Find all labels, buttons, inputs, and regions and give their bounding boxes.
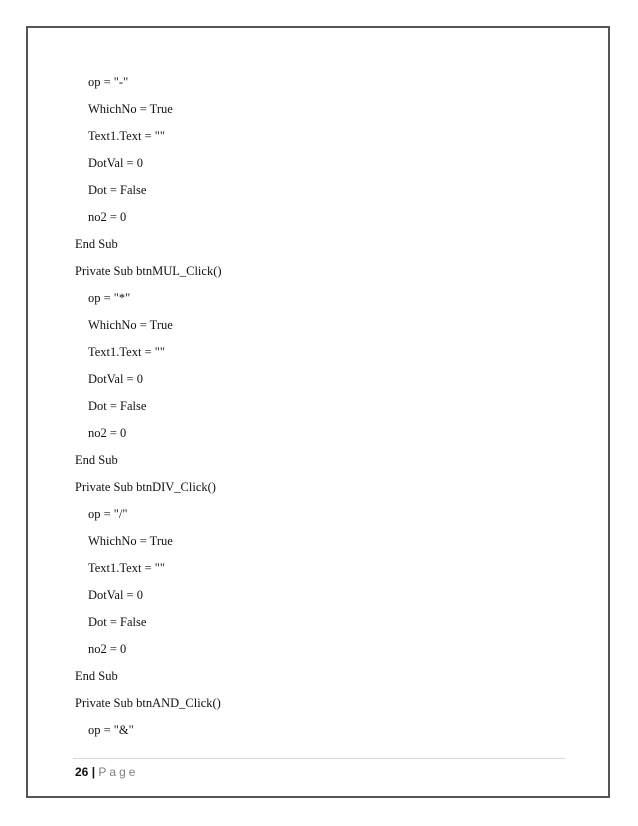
code-line: DotVal = 0 xyxy=(88,372,143,386)
page-label: Page xyxy=(98,765,139,779)
code-line: End Sub xyxy=(75,237,118,251)
code-line: no2 = 0 xyxy=(88,642,127,656)
page-footer xyxy=(75,765,138,779)
code-line: Private Sub btnAND_Click() xyxy=(75,696,221,710)
code-line: op = "-" xyxy=(88,75,129,89)
code-line: End Sub xyxy=(75,453,118,467)
footer-divider xyxy=(73,758,566,759)
code-line: Dot = False xyxy=(88,399,147,413)
code-line: no2 = 0 xyxy=(88,426,127,440)
code-line: DotVal = 0 xyxy=(88,156,143,170)
code-line: Dot = False xyxy=(88,615,147,629)
code-line: Private Sub btnDIV_Click() xyxy=(75,480,216,494)
code-line: Text1.Text = "" xyxy=(88,345,165,359)
code-line: End Sub xyxy=(75,669,118,683)
code-line: WhichNo = True xyxy=(88,318,173,332)
code-line: op = "/" xyxy=(88,507,128,521)
code-line: Text1.Text = "" xyxy=(88,561,165,575)
code-line: WhichNo = True xyxy=(88,534,173,548)
code-line: op = "&" xyxy=(88,723,134,737)
footer-separator: | xyxy=(91,765,96,779)
code-line: op = "*" xyxy=(88,291,131,305)
code-line: DotVal = 0 xyxy=(88,588,143,602)
code-line: WhichNo = True xyxy=(88,102,173,116)
code-line: Text1.Text = "" xyxy=(88,129,165,143)
code-line: Dot = False xyxy=(88,183,147,197)
code-line: Private Sub btnMUL_Click() xyxy=(75,264,222,278)
page-number: 26 xyxy=(75,765,89,779)
code-line: no2 = 0 xyxy=(88,210,127,224)
